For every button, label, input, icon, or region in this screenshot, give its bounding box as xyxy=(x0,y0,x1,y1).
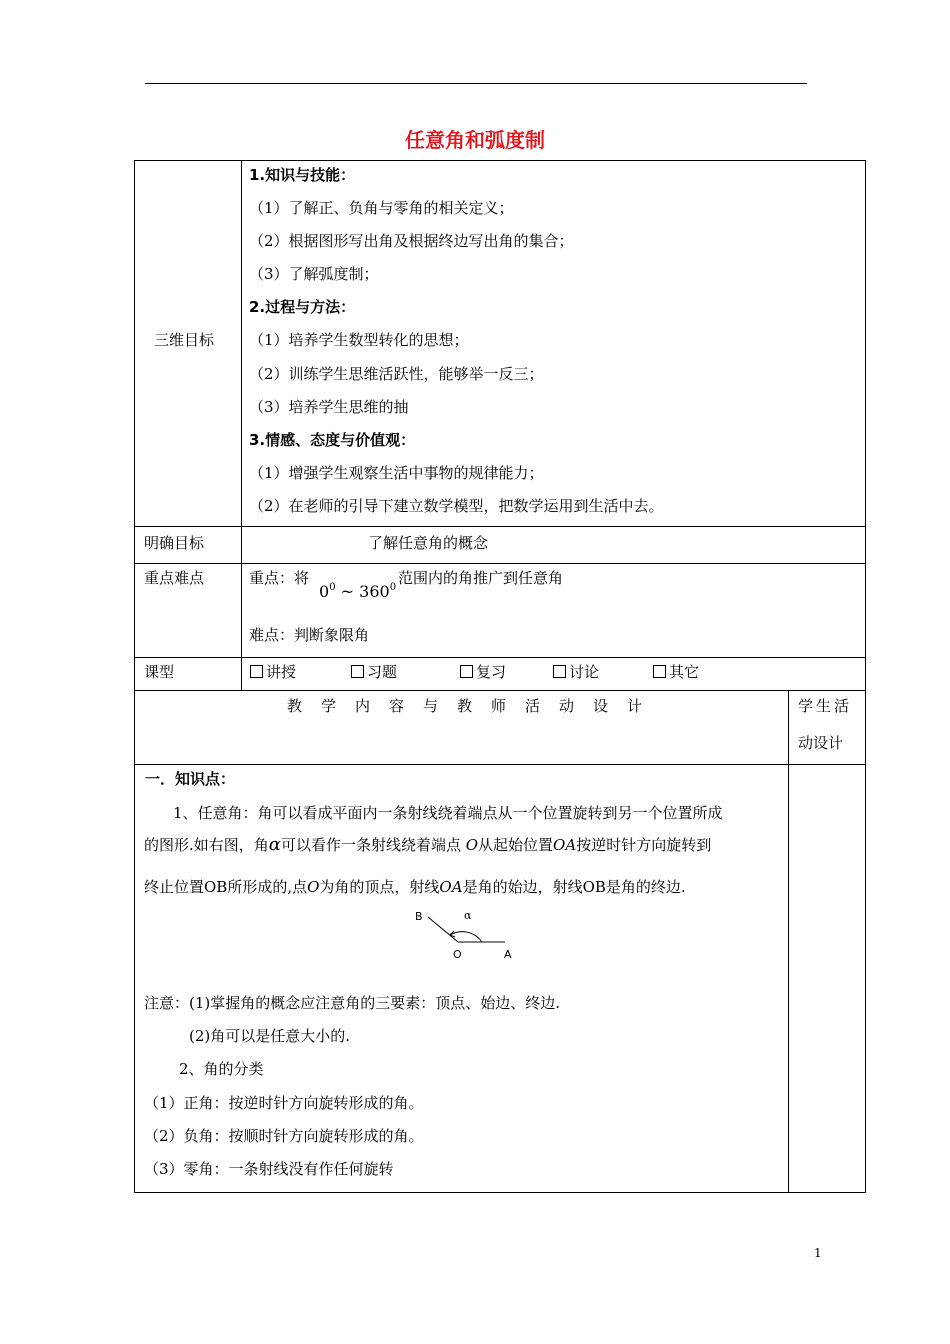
svg-text:O: O xyxy=(453,948,462,961)
student-activity-header-1: 学生活 xyxy=(798,697,853,715)
focus-line xyxy=(249,568,309,588)
type-option-discussion[interactable]: 讨论 xyxy=(553,662,599,682)
classification-item: （2）负角：按顺时针方向旋转形成的角。 xyxy=(144,1127,424,1145)
goal-text: 了解任意角的概念 xyxy=(368,534,489,552)
note-1: 注意：(1)掌握角的概念应注意角的三要素：顶点、始边、终边. xyxy=(144,994,561,1012)
svg-text:α: α xyxy=(464,909,472,922)
type-option-exercise[interactable]: 习题 xyxy=(351,662,397,682)
type-option-other[interactable]: 其它 xyxy=(653,662,699,682)
objective-item: （2）训练学生思维活跃性，能够举一反三； xyxy=(249,365,544,383)
objectives-heading-3: 3.情感、态度与价值观： xyxy=(249,431,416,449)
paragraph-2: 的图形.如右图，角α可以看作一条射线绕着端点 O从起始位置OA按逆时针方向旋转到 xyxy=(144,834,712,855)
objective-item: （2）根据图形写出角及根据终边写出角的集合； xyxy=(249,232,574,250)
objective-item: （1）增强学生观察生活中事物的规律能力； xyxy=(249,464,544,482)
objectives-heading-1: 1.知识与技能： xyxy=(249,166,356,184)
objective-item: （2）在老师的引导下建立数学模型，把数学运用到生活中去。 xyxy=(249,497,664,515)
type-option-lecture[interactable]: 讲授 xyxy=(250,662,296,682)
focus-prefix: 重点：将 xyxy=(249,569,310,587)
objectives-heading-2: 2.过程与方法： xyxy=(249,298,356,316)
type-label: 课型 xyxy=(144,663,175,681)
goal-label: 明确目标 xyxy=(144,534,205,552)
checkbox-icon[interactable] xyxy=(653,665,666,678)
note-2: (2)角可以是任意大小的. xyxy=(189,1027,351,1045)
objective-item: （1）了解正、负角与零角的相关定义； xyxy=(249,199,514,217)
header-rule xyxy=(145,83,807,84)
angle-diagram xyxy=(410,904,520,964)
student-activity-header-2: 动设计 xyxy=(798,734,844,752)
svg-text:B: B xyxy=(415,910,423,923)
page-title: 任意角和弧度制 xyxy=(405,128,545,152)
checkbox-icon[interactable] xyxy=(460,665,473,678)
classification-item: （1）正角：按逆时针方向旋转形成的角。 xyxy=(144,1094,424,1112)
checkbox-icon[interactable] xyxy=(351,665,364,678)
checkbox-icon[interactable] xyxy=(250,665,263,678)
content-header: 教学内容与教师活动设计 xyxy=(287,697,662,715)
objective-item: （1）培养学生数型转化的思想； xyxy=(249,331,469,349)
page-number: 1 xyxy=(814,1246,822,1260)
key-label: 重点难点 xyxy=(144,569,205,587)
objective-item: （3）培养学生思维的抽 xyxy=(249,398,409,416)
type-option-review[interactable]: 复习 xyxy=(460,662,506,682)
checkbox-icon[interactable] xyxy=(553,665,566,678)
paragraph-3: 终止位置OB所形成的,点O为角的顶点，射线OA是角的始边，射线OB是角的终边. xyxy=(144,878,686,896)
difficulty-text: 难点：判断象限角 xyxy=(249,626,370,644)
paragraph-1: 1、任意角：角可以看成平面内一条射线绕着端点从一个位置旋转到另一个位置所成 xyxy=(173,804,723,822)
section-heading: 一．知识点： xyxy=(145,770,236,788)
objectives-label: 三维目标 xyxy=(154,331,215,349)
classification-item: （3）零角：一条射线没有作任何旋转 xyxy=(144,1160,394,1178)
classification-heading: 2、角的分类 xyxy=(179,1060,264,1078)
focus-suffix: 范围内的角推广到任意角 xyxy=(398,569,564,587)
degree-range: $0^0$ ~ $360^0$ xyxy=(319,582,397,601)
svg-text:A: A xyxy=(504,948,512,961)
objective-item: （3）了解弧度制； xyxy=(249,265,379,283)
